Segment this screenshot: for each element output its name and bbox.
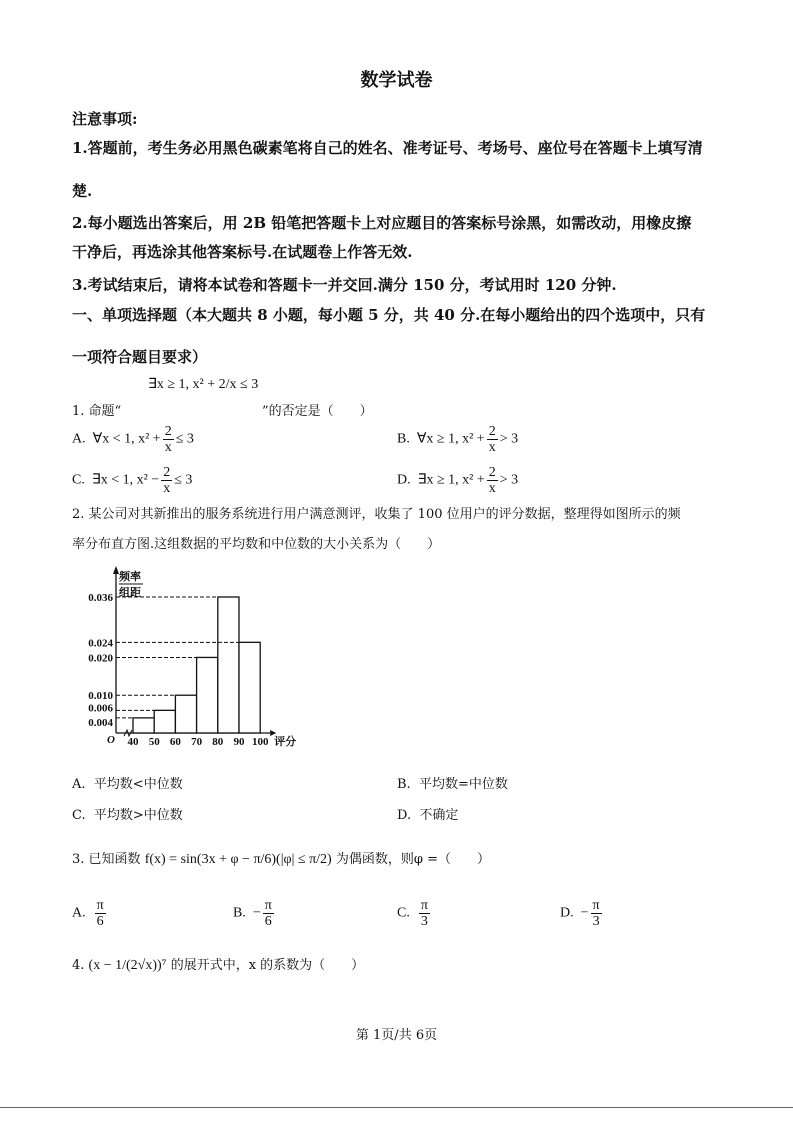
y-label-bottom: 组距 <box>119 587 141 599</box>
histogram-bar <box>175 695 196 733</box>
notice-heading: 注意事项: <box>72 110 138 128</box>
page-title: 数学试卷 <box>360 70 433 91</box>
q1-stem-pre: 1. 命题“ <box>72 404 122 419</box>
q3-formula: f(x) = sin(3x + φ − π/6)(|φ| ≤ π/2) <box>144 852 332 867</box>
q3-option-a: A. $\frac{\pi}{6}$ <box>72 898 104 929</box>
x-tick-label: 50 <box>148 736 160 748</box>
bottom-rule <box>0 1107 793 1108</box>
y-tick-label: 0.004 <box>88 716 113 729</box>
x-tick-label: 80 <box>212 736 224 748</box>
x-axis-label: 评分 <box>274 736 297 748</box>
x-tick-label: 90 <box>233 736 245 748</box>
y-tick-label: 0.010 <box>88 690 113 703</box>
q2-stem: 率分布直方图.这组数据的平均数和中位数的大小关系为（ ） <box>72 537 441 552</box>
notice-line: 干净后，再选涂其他答案标号.在试题卷上作答无效. <box>72 243 413 261</box>
origin-label: O <box>107 734 115 746</box>
y-tick-label: 0.036 <box>88 591 113 604</box>
q3-option-d: D. − $\frac{\pi}{3}$ <box>560 898 600 929</box>
q1-stem-post: ”的否定是（ ） <box>262 404 373 419</box>
q1-option-c: C. ∃x < 1, x² − $\frac{2}{x}$ ≤ 3 <box>72 465 193 496</box>
histogram-bar <box>197 657 218 733</box>
notice-line: 1.答题前，考生务必用黑色碳素笔将自己的姓名、准考证号、考场号、座位号在答题卡上填写清 <box>72 139 703 157</box>
y-tick-label: 0.020 <box>88 652 113 665</box>
x-tick-label: 60 <box>169 736 181 748</box>
notice-line: 楚. <box>72 182 93 200</box>
q1-stem-formula: ∃x ≥ 1, x² + 2/x ≤ 3 <box>148 377 259 392</box>
x-tick-label: 40 <box>127 736 139 748</box>
notice-line: 3.考试结束后，请将本试卷和答题卡一并交回.满分 150 分，考试用时 120 分钟. <box>72 276 617 294</box>
page-footer: 第 1页/共 6页 <box>355 1028 438 1043</box>
section-heading: 一项符合题目要求） <box>72 348 208 366</box>
q2-option-b: B. 平均数=中位数 <box>397 777 508 792</box>
histogram-bar <box>154 710 175 733</box>
histogram-bar <box>133 718 154 733</box>
q4-stem: 4. (x − 1/(2√x))⁷ 的展开式中，x 的系数为（ ） <box>72 958 365 973</box>
y-label-top: 频率 <box>119 571 141 583</box>
q1-option-b: B. ∀x ≥ 1, x² + $\frac{2}{x}$ > 3 <box>397 424 519 455</box>
q2-stem: 2. 某公司对其新推出的服务系统进行用户满意测评，收集了 100 位用户的评分数据，整理得如图所示的频 <box>72 507 681 522</box>
x-tick-label: 100 <box>251 736 269 748</box>
q2-option-a: A. 平均数<中位数 <box>72 777 183 792</box>
q4-formula: (x − 1/(2√x))⁷ <box>88 958 167 973</box>
notice-line: 2.每小题选出答案后，用 2B 铅笔把答题卡上对应题目的答案标号涂黑，如需改动，用橡皮擦 <box>72 214 692 232</box>
q3-option-c: C. $\frac{\pi}{3}$ <box>397 898 428 929</box>
q1-option-d: D. ∃x ≥ 1, x² + $\frac{2}{x}$ > 3 <box>397 465 519 496</box>
y-tick-label: 0.006 <box>88 702 113 715</box>
q2-option-d: D. 不确定 <box>397 808 459 823</box>
q2-option-c: C. 平均数>中位数 <box>72 808 183 823</box>
q3-stem: 3. 已知函数 f(x) = sin(3x + φ − π/6)(|φ| ≤ π/2) 为偶函数，则φ =（ ） <box>72 852 490 867</box>
q1-option-a: A. ∀x < 1, x² + $\frac{2}{x}$ ≤ 3 <box>72 424 194 455</box>
section-heading: 一、单项选择题（本大题共 8 小题，每小题 5 分，共 40 分.在每小题给出的四个选项中，只有 <box>72 306 706 324</box>
x-tick-label: 70 <box>191 736 203 748</box>
histogram-bar <box>218 597 239 733</box>
y-tick-label: 0.024 <box>88 637 113 650</box>
frequency-histogram <box>70 560 310 750</box>
q3-option-b: B. − $\frac{\pi}{6}$ <box>233 898 272 929</box>
histogram-bar <box>239 642 260 733</box>
